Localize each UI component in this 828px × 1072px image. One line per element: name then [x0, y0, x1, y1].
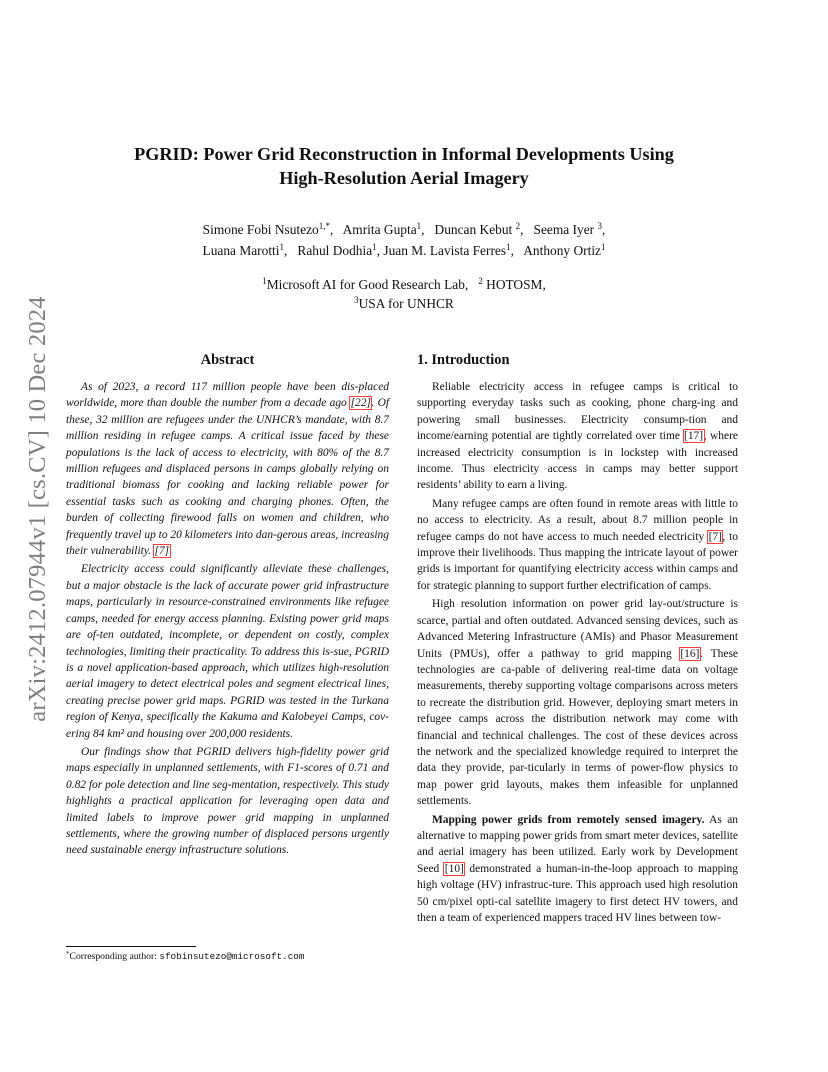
arxiv-identifier-text: arXiv:2412.07944v1 [cs.CV] 10 Dec 2024	[24, 296, 51, 722]
author-affiliation-mark: 1	[600, 242, 606, 252]
abstract-body	[66, 379, 389, 859]
affiliation-line-1	[90, 275, 718, 294]
author-email-link[interactable]: sfobinsutezo@microsoft.com	[159, 951, 305, 962]
author-affiliation-mark: 1	[279, 242, 284, 252]
paragraph-text: , to improve their livelihoods. Thus mapping the intricate layout of power grids is important for quantifying electricity access within camps and for strategic planning to support further electrification of camps.	[417, 530, 738, 592]
introduction-body	[417, 379, 738, 926]
paragraph-text: demonstrated a human-in-the-loop approach to mapping high voltage (HV) infrastruc-ture. This approach used high resolution 50 cm/pixel opti-cal satellite imagery to first detect HV towers, and then a team of experienced mappers traced HV lines between tow-	[417, 862, 738, 924]
author-line-1	[90, 219, 718, 240]
citation-link[interactable]: [22]	[350, 397, 371, 410]
author-affiliation-mark: 1,*	[318, 221, 330, 231]
citation-link[interactable]: [7]	[154, 545, 170, 558]
abstract-paragraph	[66, 561, 389, 741]
author-line-2	[90, 240, 718, 261]
affiliation-line-2	[90, 294, 718, 313]
paragraph-text: High resolution information on power grid lay-out/structure is scarce, partial and often outdated. Advanced sensing devices, such as Advanced Metering Infrastructure (AMIs) and Phasor Measurement Units (PMUs), offer a pathway to grid mapping	[417, 598, 738, 660]
footnote	[66, 951, 389, 963]
affiliation-text: Microsoft AI for Good Research Lab,	[266, 277, 469, 292]
author-name: Luana Marotti	[202, 243, 280, 258]
author-list	[90, 219, 718, 261]
author-separator: ,	[510, 243, 524, 258]
author-affiliation-mark: 1	[416, 221, 422, 231]
author-separator: ,	[421, 222, 435, 237]
paragraph-heading: Mapping power grids from remotely sensed imagery.	[432, 813, 705, 826]
author-separator: ,	[376, 243, 384, 258]
affiliation-text: HOTOSM,	[482, 277, 546, 292]
author-affiliation-mark: 2	[515, 221, 521, 231]
paper-title	[90, 142, 718, 190]
affiliation-mark: 3	[354, 295, 359, 305]
author-name: Anthony Ortiz	[523, 243, 601, 258]
footnote-divider	[66, 946, 196, 947]
paragraph-text: As an alternative to mapping power grids from smart meter devices, satellite and aerial imagery has been utilized. Early work by Development Seed	[417, 813, 739, 875]
author-affiliation-mark: 3	[597, 221, 602, 231]
paragraph-text: Electricity access could significantly alleviate these challenges, but a major obstacle is the lack of accurate power grid infrastructure maps, particularly in resource-constrained environments like refugee camps, needed for energy access planning. Existing power grid maps are of-ten outdated, incomplete, or dependent on costly, complex technologies, limiting their practicality. To address this is-sue, PGRID is a novel application-based approach, which utilizes high-resolution aerial imagery to detect electrical poles and segment electrical lines, creating precise power grid maps. PGRID was tested in the Turkana region of Kenya, specifically the Kakuma and Kalobeyei Camps, cov-ering 84 km² and housing over 200,000 residents.	[66, 563, 389, 740]
paragraph-text: Our findings show that PGRID delivers high-fidelity power grid maps especially in unplanned settlements, with F1-scores of 0.71 and 0.82 for pole detection and line seg-mentation, respectively. This study highlights a practical application for leveraging open data and limited labels to improve power grid mapping in unplanned settlements, where the growing number of displaced persons urgently need sustainable energy infrastructure solutions.	[66, 745, 389, 857]
abstract-column	[66, 350, 389, 861]
introduction-heading: 1. Introduction	[417, 352, 510, 368]
paper-title-line-2: High-Resolution Aerial Imagery	[279, 168, 529, 188]
citation-link[interactable]: [10]	[444, 862, 464, 875]
paragraph-text: Reliable electricity access in refugee camps is critical to supporting everyday tasks such as cooking, phone charg-ing and powering small businesses. Electricity consump-tion and income/earning potential are tightly correlated over time	[417, 381, 738, 443]
affiliations	[90, 275, 718, 313]
citation-link[interactable]: [7]	[708, 530, 722, 543]
introduction-paragraph	[417, 812, 738, 927]
footnote-text: Corresponding author:	[69, 951, 160, 962]
author-separator: ,	[601, 222, 606, 237]
abstract-heading: Abstract	[200, 352, 255, 368]
author-affiliation-mark: 1	[372, 242, 377, 252]
paragraph-text: , where increased electricity consumption is in lockstep with increased income. Thus electricity access in camps may better support residents’ ability to earn a living.	[417, 430, 738, 492]
introduction-paragraph	[417, 379, 738, 494]
affiliation-mark: 2	[478, 276, 483, 286]
citation-link[interactable]: [17]	[684, 430, 704, 443]
paragraph-text: Many refugee camps are often found in remote areas with little to no access to electricity. As a result, about 8.7 million people in refugee camps do not have access to much needed electricity	[417, 497, 738, 543]
paragraph-text: . These technologies are ca-pable of delivering real-time data on voltage measurements, thereby supporting voltage comparisons across meters to recreate the distribution grid. However, deploying smart meters in refugee camps across the distribution network may come with financial and technical challenges. The cost of these devices across the network and the specialized knowledge required to interpret the data they provide, par-ticularly in terms of power-flow physics to map power grid layouts, makes them infeasible for unplanned settlements.	[417, 647, 738, 808]
author-affiliation-mark: 1	[506, 242, 511, 252]
citation-link[interactable]: [16]	[680, 647, 700, 660]
footnote-mark: *	[66, 950, 70, 958]
author-name: Duncan Kebut	[434, 222, 516, 237]
abstract-paragraph	[66, 379, 389, 559]
abstract-paragraph	[66, 744, 389, 859]
author-name: Juan M. Lavista Ferres	[383, 243, 507, 258]
introduction-paragraph	[417, 496, 738, 594]
arxiv-identifier	[22, 284, 54, 734]
author-separator: ,	[284, 243, 298, 258]
paragraph-text: . Of these, 32 million are refugees under the UNHCR’s mandate, with 8.7 million residing in refugee camps. A critical issue faced by these populations is the lack of access to electricity, with 80% of the 8.7 million refugees and displaced persons in camps globally relying on traditional biomass for cooking and lacking reliable power for essential tasks such as cooking and charging phones. Often, the burden of collecting firewood falls on women and children, who frequently travel up to 20 kilometers into dan-gerous areas, increasing their vulnerability.	[66, 397, 390, 558]
author-name: Simone Fobi Nsutezo	[202, 222, 319, 237]
author-name: Seema Iyer	[533, 222, 598, 237]
introduction-paragraph	[417, 596, 738, 809]
author-name: Amrita Gupta	[342, 222, 417, 237]
paper-title-line-1: PGRID: Power Grid Reconstruction in Informal Developments Using	[134, 144, 674, 164]
introduction-column	[417, 350, 738, 928]
paragraph-text: As of 2023, a record 117 million people have been dis-placed worldwide, more than double the number from a decade ago	[66, 381, 389, 410]
author-name: Rahul Dodhia	[297, 243, 373, 258]
author-separator: ,	[520, 222, 534, 237]
author-separator: ,	[329, 222, 343, 237]
affiliation-mark: 1	[262, 276, 267, 286]
affiliation-text: USA for UNHCR	[358, 296, 454, 311]
